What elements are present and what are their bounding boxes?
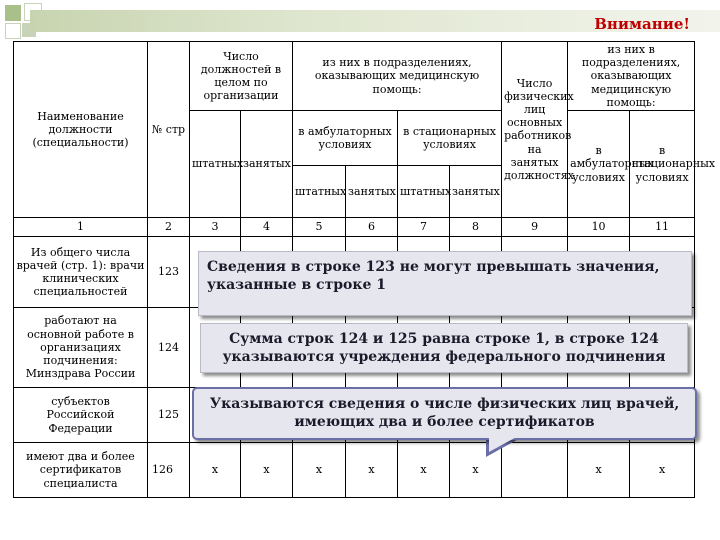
- x-mark: x: [398, 442, 450, 497]
- col-number: 4: [241, 217, 293, 236]
- header-outpatient-persons: в амбулаторных условиях: [568, 110, 630, 217]
- x-mark: x: [630, 442, 695, 497]
- callout-row-126: [192, 387, 697, 440]
- row-code: 124: [148, 307, 190, 387]
- col-number: 1: [14, 217, 148, 236]
- header-persons: Число физических лиц основных работников на занятых должностях: [502, 42, 568, 218]
- row-label: субъектов Российской Федерации: [14, 387, 148, 442]
- header-inpatient-persons: в стационарных условиях: [630, 110, 695, 217]
- x-mark: x: [190, 442, 241, 497]
- row-label: работают на основной работе в организациях подчинения: Минздрава России: [14, 307, 148, 387]
- header-name: Наименование должности (специальности): [14, 42, 148, 218]
- table-row: [14, 442, 695, 497]
- decor-square-3: [5, 23, 21, 39]
- header-inpatient-occupied: занятых: [450, 165, 502, 217]
- row-label: имеют два и более сертификатов специалиста: [14, 442, 148, 497]
- col-number: 11: [630, 217, 695, 236]
- x-mark: x: [293, 442, 346, 497]
- header-outpatient-occupied: занятых: [346, 165, 398, 217]
- x-mark: x: [346, 442, 398, 497]
- header-positions-total: Число должностей в целом по организации: [190, 42, 293, 111]
- decor-square-1: [5, 5, 21, 21]
- header-occupied: занятых: [241, 110, 293, 217]
- header-outpatient: в амбулаторных условиях: [293, 110, 398, 165]
- header-row-no: № стр: [148, 42, 190, 218]
- col-number: 9: [502, 217, 568, 236]
- callout-pointer-fill: [489, 435, 520, 452]
- header-positions-in-units: из них в подразделениях, оказывающих медицинскую помощь:: [293, 42, 502, 111]
- header-inpatient: в стационарных условиях: [398, 110, 502, 165]
- header-staff: штатных: [190, 110, 241, 217]
- x-mark: x: [241, 442, 293, 497]
- callout-rows-124-125: [200, 323, 688, 373]
- col-number: 2: [148, 217, 190, 236]
- x-mark: x: [450, 442, 502, 497]
- col-number: 7: [398, 217, 450, 236]
- callout-rows-124-125-text: Сумма строк 124 и 125 равна строке 1, в строке 124 указываются учреждения федерального подчинения: [222, 331, 666, 365]
- header-outpatient-staff: штатных: [293, 165, 346, 217]
- col-number: 6: [346, 217, 398, 236]
- header-inpatient-staff: штатных: [398, 165, 450, 217]
- callout-row-126-text: Указываются сведения о числе физических лиц врачей, имеющих два и более сертификатов: [209, 396, 680, 430]
- header-persons-in-units: из них в подразделениях, оказывающих медицинскую помощь:: [568, 42, 695, 111]
- col-number: 5: [293, 217, 346, 236]
- row-code: 126: [148, 442, 190, 497]
- row-label: Из общего числа врачей (стр. 1): врачи клинических специальностей: [14, 236, 148, 307]
- row-code: 123: [148, 236, 190, 307]
- x-mark: x: [568, 442, 630, 497]
- callout-row-123-text: Сведения в строке 123 не могут превышать значения, указанные в строке 1: [207, 259, 660, 293]
- col-number: 10: [568, 217, 630, 236]
- callout-row-123: [198, 251, 692, 316]
- warning-title: Внимание!: [594, 15, 690, 33]
- col-number: 3: [190, 217, 241, 236]
- row-code: 125: [148, 387, 190, 442]
- col-number: 8: [450, 217, 502, 236]
